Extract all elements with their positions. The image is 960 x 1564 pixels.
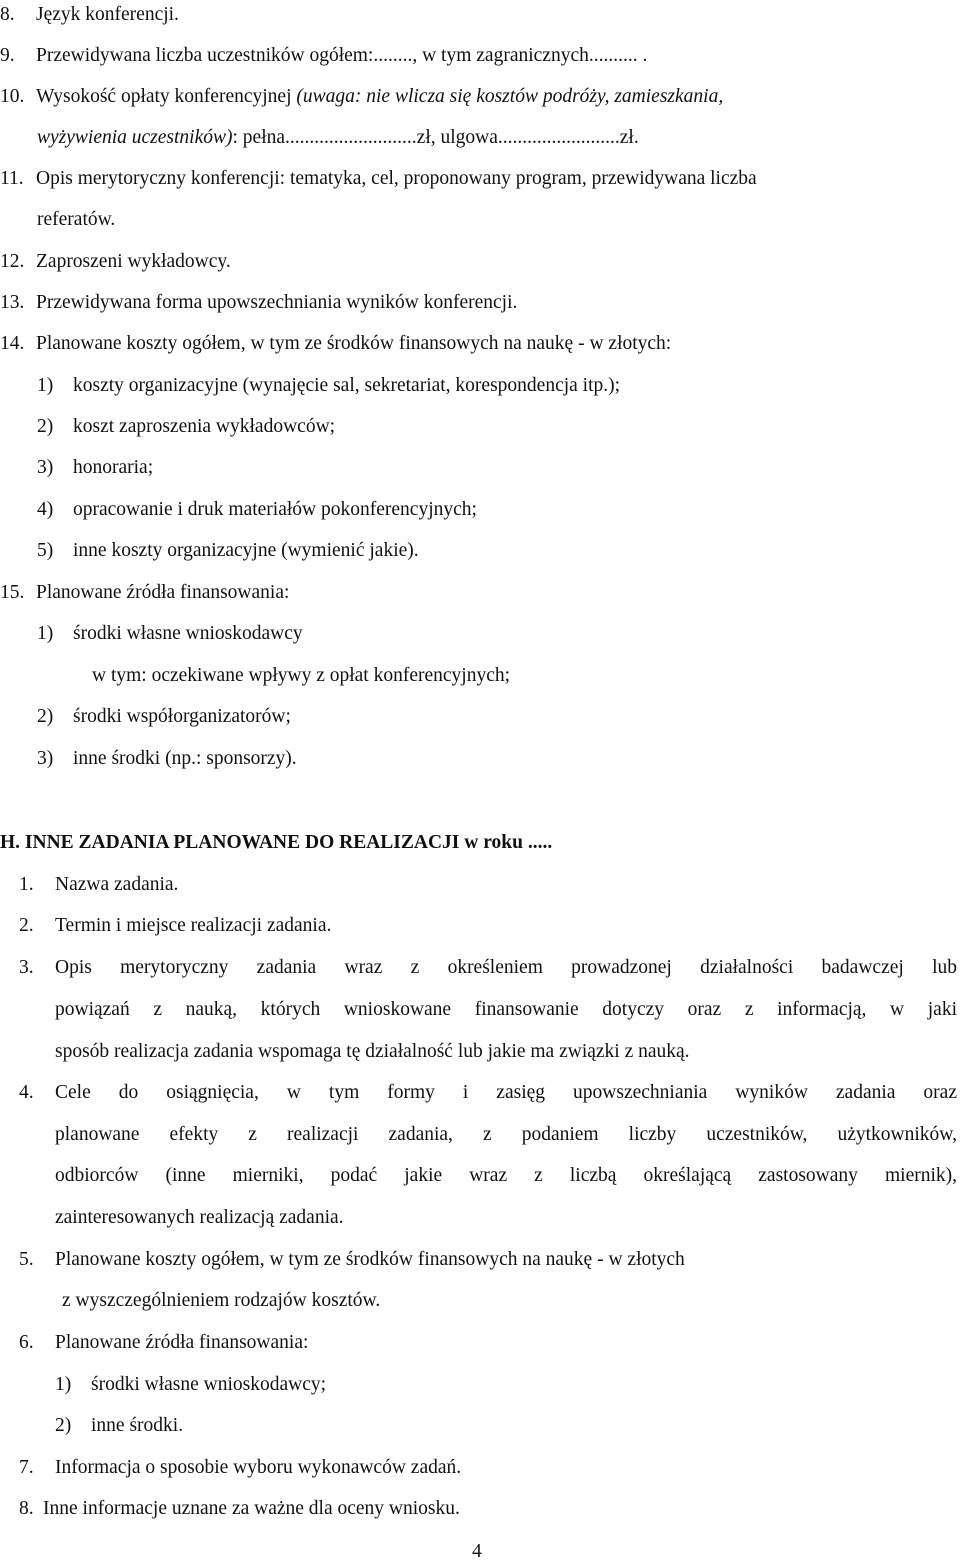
item-text: Termin i miejsce realizacji zadania. xyxy=(55,915,332,936)
sub-item-text: inne koszty organizacyjne (wymienić jakie). xyxy=(73,540,419,561)
item-text: Opis merytoryczny konferencji: tematyka, cel, proponowany program, przewidywana liczba xyxy=(36,168,757,189)
sub-item-number: 1) xyxy=(37,623,54,644)
h-item-6 xyxy=(19,1331,308,1355)
h-item-5-cont: z wyszczególnieniem rodzajów kosztów. xyxy=(62,1290,381,1311)
sub-item-number: 3) xyxy=(37,748,54,769)
item-note: (uwaga: nie wlicza się kosztów podróży, zamieszkania, xyxy=(296,86,724,107)
item-number: 8. xyxy=(19,1498,34,1519)
item-number: 7. xyxy=(19,1457,34,1478)
h-item-7 xyxy=(19,1456,461,1480)
item-text: Nazwa zadania. xyxy=(55,874,179,895)
h-item-3-line-3: sposób realizacja zadania wspomaga tę działalność lub jakie ma związki z nauką. xyxy=(55,1041,690,1062)
sub-item xyxy=(37,498,477,522)
item-text: Wysokość opłaty konferencyjnej xyxy=(36,86,292,107)
sub-item-number: 2) xyxy=(37,706,54,727)
item-text: Planowane koszty ogółem, w tym ze środków finansowych na naukę - w złotych: xyxy=(36,333,672,354)
h-item-3-line-2: powiązań z nauką, których wnioskowane finansowanie dotyczy oraz z informacją, w jaki xyxy=(55,999,957,1020)
item-14 xyxy=(0,332,671,356)
sub-item-number: 2) xyxy=(55,1415,72,1436)
item-12 xyxy=(0,250,231,274)
sub-item-number: 1) xyxy=(37,375,54,396)
item-15 xyxy=(0,581,289,605)
item-text: : pełna...........................zł, ulgowa.........................zł. xyxy=(232,127,639,148)
sub-item-note: w tym: oczekiwane wpływy z opłat konferencyjnych; xyxy=(92,665,511,686)
item-number: 10. xyxy=(0,86,25,107)
item-text: Planowane koszty ogółem, w tym ze środków finansowych na naukę - w złotych xyxy=(55,1249,685,1270)
h-item-4-line-2: planowane efekty z realizacji zadania, z podaniem liczby uczestników, użytkowników, xyxy=(55,1124,957,1145)
item-note: wyżywienia uczestników) xyxy=(37,127,233,148)
h-item-2 xyxy=(19,914,331,938)
sub-item-number: 5) xyxy=(37,540,54,561)
item-11 xyxy=(0,167,757,191)
item-number: 2. xyxy=(19,915,34,936)
item-number: 11. xyxy=(0,168,24,189)
item-number: 1. xyxy=(19,874,34,895)
item-number: 5. xyxy=(19,1249,34,1270)
sub-item xyxy=(37,374,620,398)
item-text: Przewidywana liczba uczestników ogółem:........, w tym zagranicznych.......... . xyxy=(36,45,648,66)
item-text: Planowane źródła finansowania: xyxy=(55,1332,309,1353)
item-text: Język konferencji. xyxy=(36,4,179,25)
sub-item xyxy=(37,747,297,771)
sub-item xyxy=(37,415,335,439)
item-number: 8. xyxy=(0,4,15,25)
sub-item-number: 1) xyxy=(55,1374,72,1395)
sub-item-text: inne środki. xyxy=(91,1415,184,1436)
sub-item xyxy=(55,1373,326,1397)
item-10 xyxy=(0,85,723,109)
h-item-1 xyxy=(19,873,178,897)
item-9 xyxy=(0,44,647,68)
item-10-cont xyxy=(37,126,639,150)
item-11-cont: referatów. xyxy=(37,209,116,230)
h-item-4-line-1: Cele do osiągnięcia, w tym formy i zasięg upowszechniania wyników zadania oraz xyxy=(55,1082,957,1103)
h-item-3-line-1: Opis merytoryczny zadania wraz z określeniem prowadzonej działalności badawczej lub xyxy=(55,957,957,978)
item-text: Planowane źródła finansowania: xyxy=(36,582,290,603)
item-8 xyxy=(0,3,179,27)
item-number: 6. xyxy=(19,1332,34,1353)
sub-item xyxy=(37,456,153,480)
sub-item-number: 3) xyxy=(37,457,54,478)
sub-item-text: inne środki (np.: sponsorzy). xyxy=(73,748,297,769)
item-text: Zaproszeni wykładowcy. xyxy=(36,251,231,272)
h-item-8 xyxy=(19,1497,460,1521)
page-number: 4 xyxy=(472,1541,482,1562)
sub-item-text: koszty organizacyjne (wynajęcie sal, sekretariat, korespondencja itp.); xyxy=(73,375,621,396)
h-item-4-line-4: zainteresowanych realizacją zadania. xyxy=(55,1207,344,1228)
item-number: 9. xyxy=(0,45,15,66)
h-item-5 xyxy=(19,1248,685,1272)
item-number: 14. xyxy=(0,333,25,354)
sub-item xyxy=(37,622,303,646)
item-number: 15. xyxy=(0,582,25,603)
item-number: 4. xyxy=(19,1082,34,1103)
item-number: 3. xyxy=(19,957,34,978)
sub-item xyxy=(55,1414,183,1438)
sub-item-number: 2) xyxy=(37,416,54,437)
item-text: Informacja o sposobie wyboru wykonawców zadań. xyxy=(55,1457,462,1478)
item-number: 12. xyxy=(0,251,25,272)
sub-item xyxy=(37,539,419,563)
item-text: Przewidywana forma upowszechniania wyników konferencji. xyxy=(36,292,518,313)
h-item-4-line-3: odbiorców (inne mierniki, podać jakie wraz z liczbą określającą zastosowany miernik), xyxy=(55,1165,957,1186)
sub-item xyxy=(37,705,291,729)
sub-item-text: koszt zaproszenia wykładowców; xyxy=(73,416,336,437)
sub-item-text: opracowanie i druk materiałów pokonferencyjnych; xyxy=(73,499,477,520)
item-text: Inne informacje uznane za ważne dla oceny wniosku. xyxy=(43,1498,460,1519)
sub-item-text: honoraria; xyxy=(73,457,154,478)
section-h-heading: H. INNE ZADANIA PLANOWANE DO REALIZACJI w roku ..... xyxy=(0,832,553,853)
sub-item-text: środki własne wnioskodawcy xyxy=(73,623,303,644)
sub-item-number: 4) xyxy=(37,499,54,520)
sub-item-text: środki własne wnioskodawcy; xyxy=(91,1374,327,1395)
item-13 xyxy=(0,291,517,315)
sub-item-text: środki współorganizatorów; xyxy=(73,706,291,727)
item-number: 13. xyxy=(0,292,25,313)
